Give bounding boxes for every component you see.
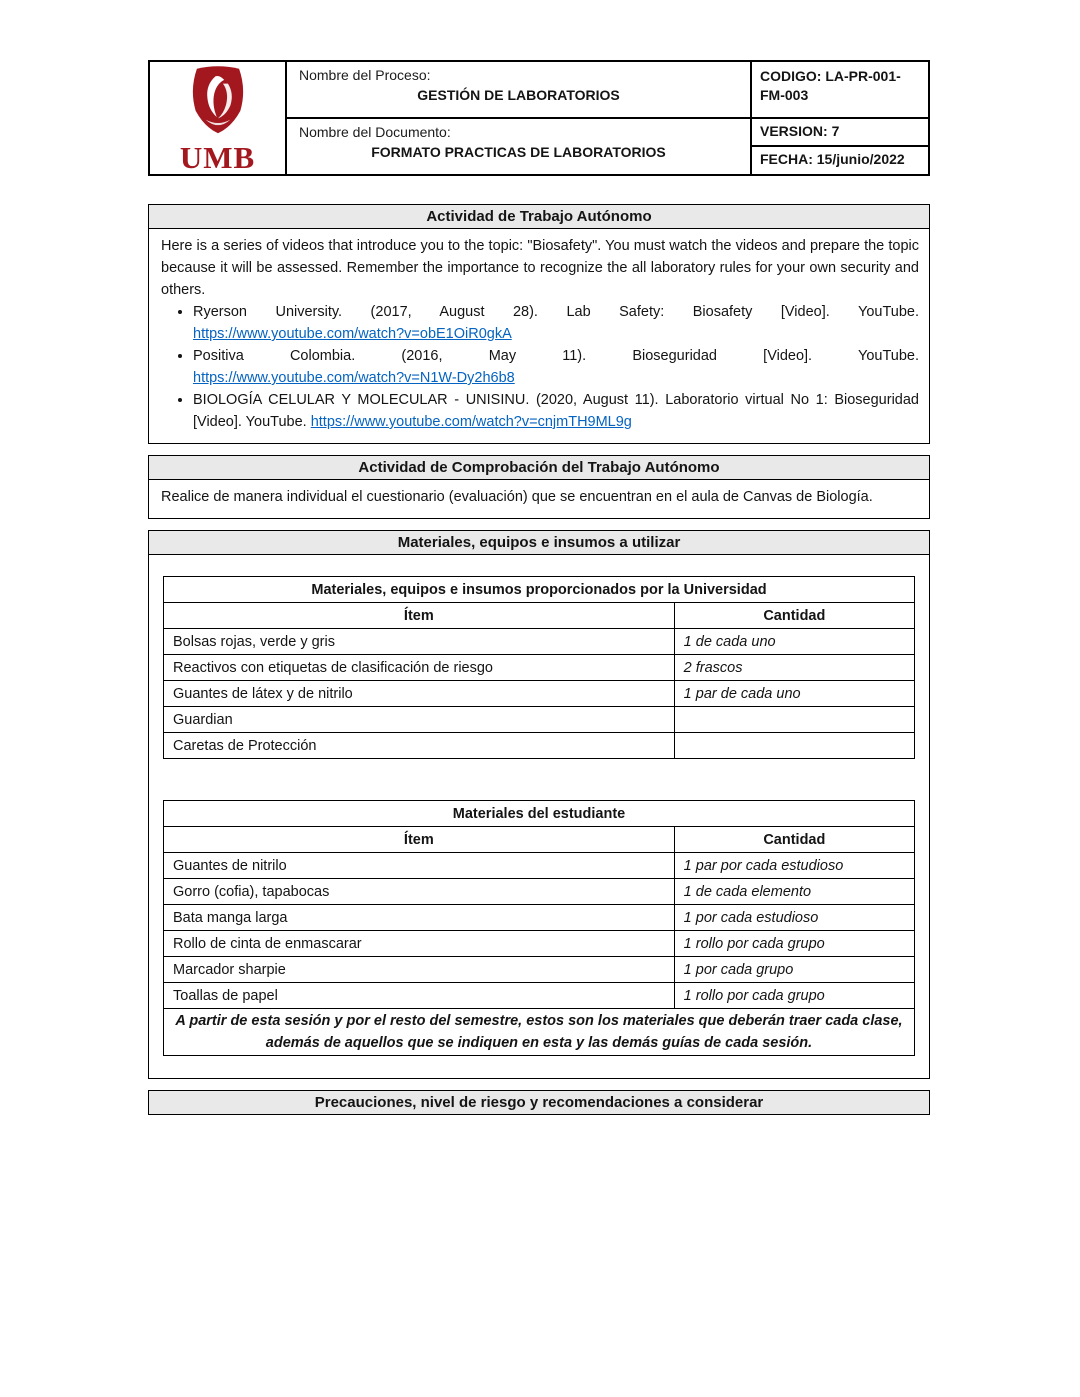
estudiante-materials-table <box>163 800 915 1056</box>
item-cell: Marcador sharpie <box>164 957 675 983</box>
video-reference-list <box>161 301 919 433</box>
item-cell: Gorro (cofia), tapabocas <box>164 879 675 905</box>
cantidad-cell: 1 de cada uno <box>674 629 914 655</box>
process-label: Nombre del Proceso: <box>299 67 431 83</box>
universidad-table-title: Materiales, equipos e insumos proporcionados por la Universidad <box>164 577 915 603</box>
video-citation: Positiva Colombia. (2016, May 11). Bioseguridad [Video]. YouTube. <box>193 348 919 364</box>
document-header-table <box>148 60 930 176</box>
cantidad-cell: 1 de cada elemento <box>674 879 914 905</box>
cantidad-cell: 1 rollo por cada grupo <box>674 931 914 957</box>
video-reference-item <box>193 345 919 389</box>
item-cell: Rollo de cinta de enmascarar <box>164 931 675 957</box>
video-citation: BIOLOGÍA CELULAR Y MOLECULAR - UNISINU. (2020, August 11). Laboratorio virtual No 1: Bioseguridad [Video]. YouTube. <box>193 392 919 430</box>
logo-cell <box>150 62 287 174</box>
item-cell: Reactivos con etiquetas de clasificación de riesgo <box>164 655 675 681</box>
table-title-row <box>164 577 915 603</box>
table-header-row <box>164 827 915 853</box>
process-value: GESTIÓN DE LABORATORIOS <box>417 87 620 103</box>
section-precauciones <box>148 1090 930 1115</box>
video-link[interactable]: https://www.youtube.com/watch?v=obE1OiR0gkA <box>193 326 512 342</box>
section-body-materiales <box>148 555 930 1079</box>
cantidad-cell: 1 par de cada uno <box>674 681 914 707</box>
table-footer-row <box>164 1009 915 1056</box>
document-label: Nombre del Documento: <box>299 124 451 140</box>
document-page <box>148 60 930 1115</box>
table-row <box>164 629 915 655</box>
cantidad-cell <box>674 707 914 733</box>
video-reference-item <box>193 301 919 345</box>
table-title-row <box>164 801 915 827</box>
table-row <box>164 983 915 1009</box>
video-link[interactable]: https://www.youtube.com/watch?v=N1W-Dy2h6b8 <box>193 370 515 386</box>
video-reference-item <box>193 389 919 433</box>
column-header-cantidad: Cantidad <box>674 827 914 853</box>
section-title-trabajo-autonomo: Actividad de Trabajo Autónomo <box>148 204 930 229</box>
section-materiales <box>148 530 930 1079</box>
section-body-comprobacion <box>148 480 930 519</box>
cantidad-cell <box>674 733 914 759</box>
table-row <box>164 655 915 681</box>
section-title-comprobacion: Actividad de Comprobación del Trabajo Autónomo <box>148 455 930 480</box>
section-title-materiales: Materiales, equipos e insumos a utilizar <box>148 530 930 555</box>
codigo-cell: CODIGO: LA-PR-001-FM-003 <box>752 62 928 119</box>
table-row <box>164 707 915 733</box>
column-header-item: Ítem <box>164 827 675 853</box>
section-comprobacion <box>148 455 930 519</box>
document-value: FORMATO PRACTICAS DE LABORATORIOS <box>371 144 666 160</box>
cantidad-cell: 1 rollo por cada grupo <box>674 983 914 1009</box>
item-cell: Bata manga larga <box>164 905 675 931</box>
table-header-row <box>164 603 915 629</box>
cantidad-cell: 1 por cada estudioso <box>674 905 914 931</box>
column-header-item: Ítem <box>164 603 675 629</box>
table-row <box>164 853 915 879</box>
estudiante-table-title: Materiales del estudiante <box>164 801 915 827</box>
cantidad-cell: 1 por cada grupo <box>674 957 914 983</box>
table-row <box>164 681 915 707</box>
universidad-materials-table <box>163 576 915 759</box>
fecha-cell: FECHA: 15/junio/2022 <box>760 151 905 167</box>
item-cell: Caretas de Protección <box>164 733 675 759</box>
video-citation: Ryerson University. (2017, August 28). Lab Safety: Biosafety [Video]. YouTube. <box>193 304 919 320</box>
table-row <box>164 879 915 905</box>
item-cell: Bolsas rojas, verde y gris <box>164 629 675 655</box>
process-cell <box>287 62 752 119</box>
section-trabajo-autonomo <box>148 204 930 444</box>
section-body-trabajo-autonomo <box>148 229 930 444</box>
cantidad-cell: 1 par por cada estudioso <box>674 853 914 879</box>
item-cell: Guantes de látex y de nitrilo <box>164 681 675 707</box>
section-title-precauciones: Precauciones, nivel de riesgo y recomendaciones a considerar <box>148 1090 930 1115</box>
intro-paragraph: Here is a series of videos that introduce you to the topic: "Biosafety". You must watch the videos and prepare the topic because it will be assessed. Remember the importance to recognize the all laboratory rules for your own security and others. <box>161 238 919 298</box>
video-link[interactable]: https://www.youtube.com/watch?v=cnjmTH9ML9g <box>310 414 632 430</box>
document-name-cell <box>287 119 752 174</box>
materials-footer-note: A partir de esta sesión y por el resto del semestre, estos son los materiales que deberán traer cada clase, además de aquellos que se indiquen en esta y las demás guías de cada sesión. <box>164 1009 915 1056</box>
table-row <box>164 931 915 957</box>
comprobacion-paragraph: Realice de manera individual el cuestionario (evaluación) que se encuentran en el aula de Canvas de Biología. <box>161 489 873 505</box>
version-cell: VERSION: 7 <box>752 119 928 147</box>
item-cell: Toallas de papel <box>164 983 675 1009</box>
umb-logo-text: UMB <box>179 139 256 175</box>
item-cell: Guantes de nitrilo <box>164 853 675 879</box>
cantidad-cell: 2 frascos <box>674 655 914 681</box>
item-cell: Guardian <box>164 707 675 733</box>
table-row <box>164 957 915 983</box>
table-row <box>164 733 915 759</box>
table-row <box>164 905 915 931</box>
column-header-cantidad: Cantidad <box>674 603 914 629</box>
umb-crest-icon <box>187 66 249 141</box>
